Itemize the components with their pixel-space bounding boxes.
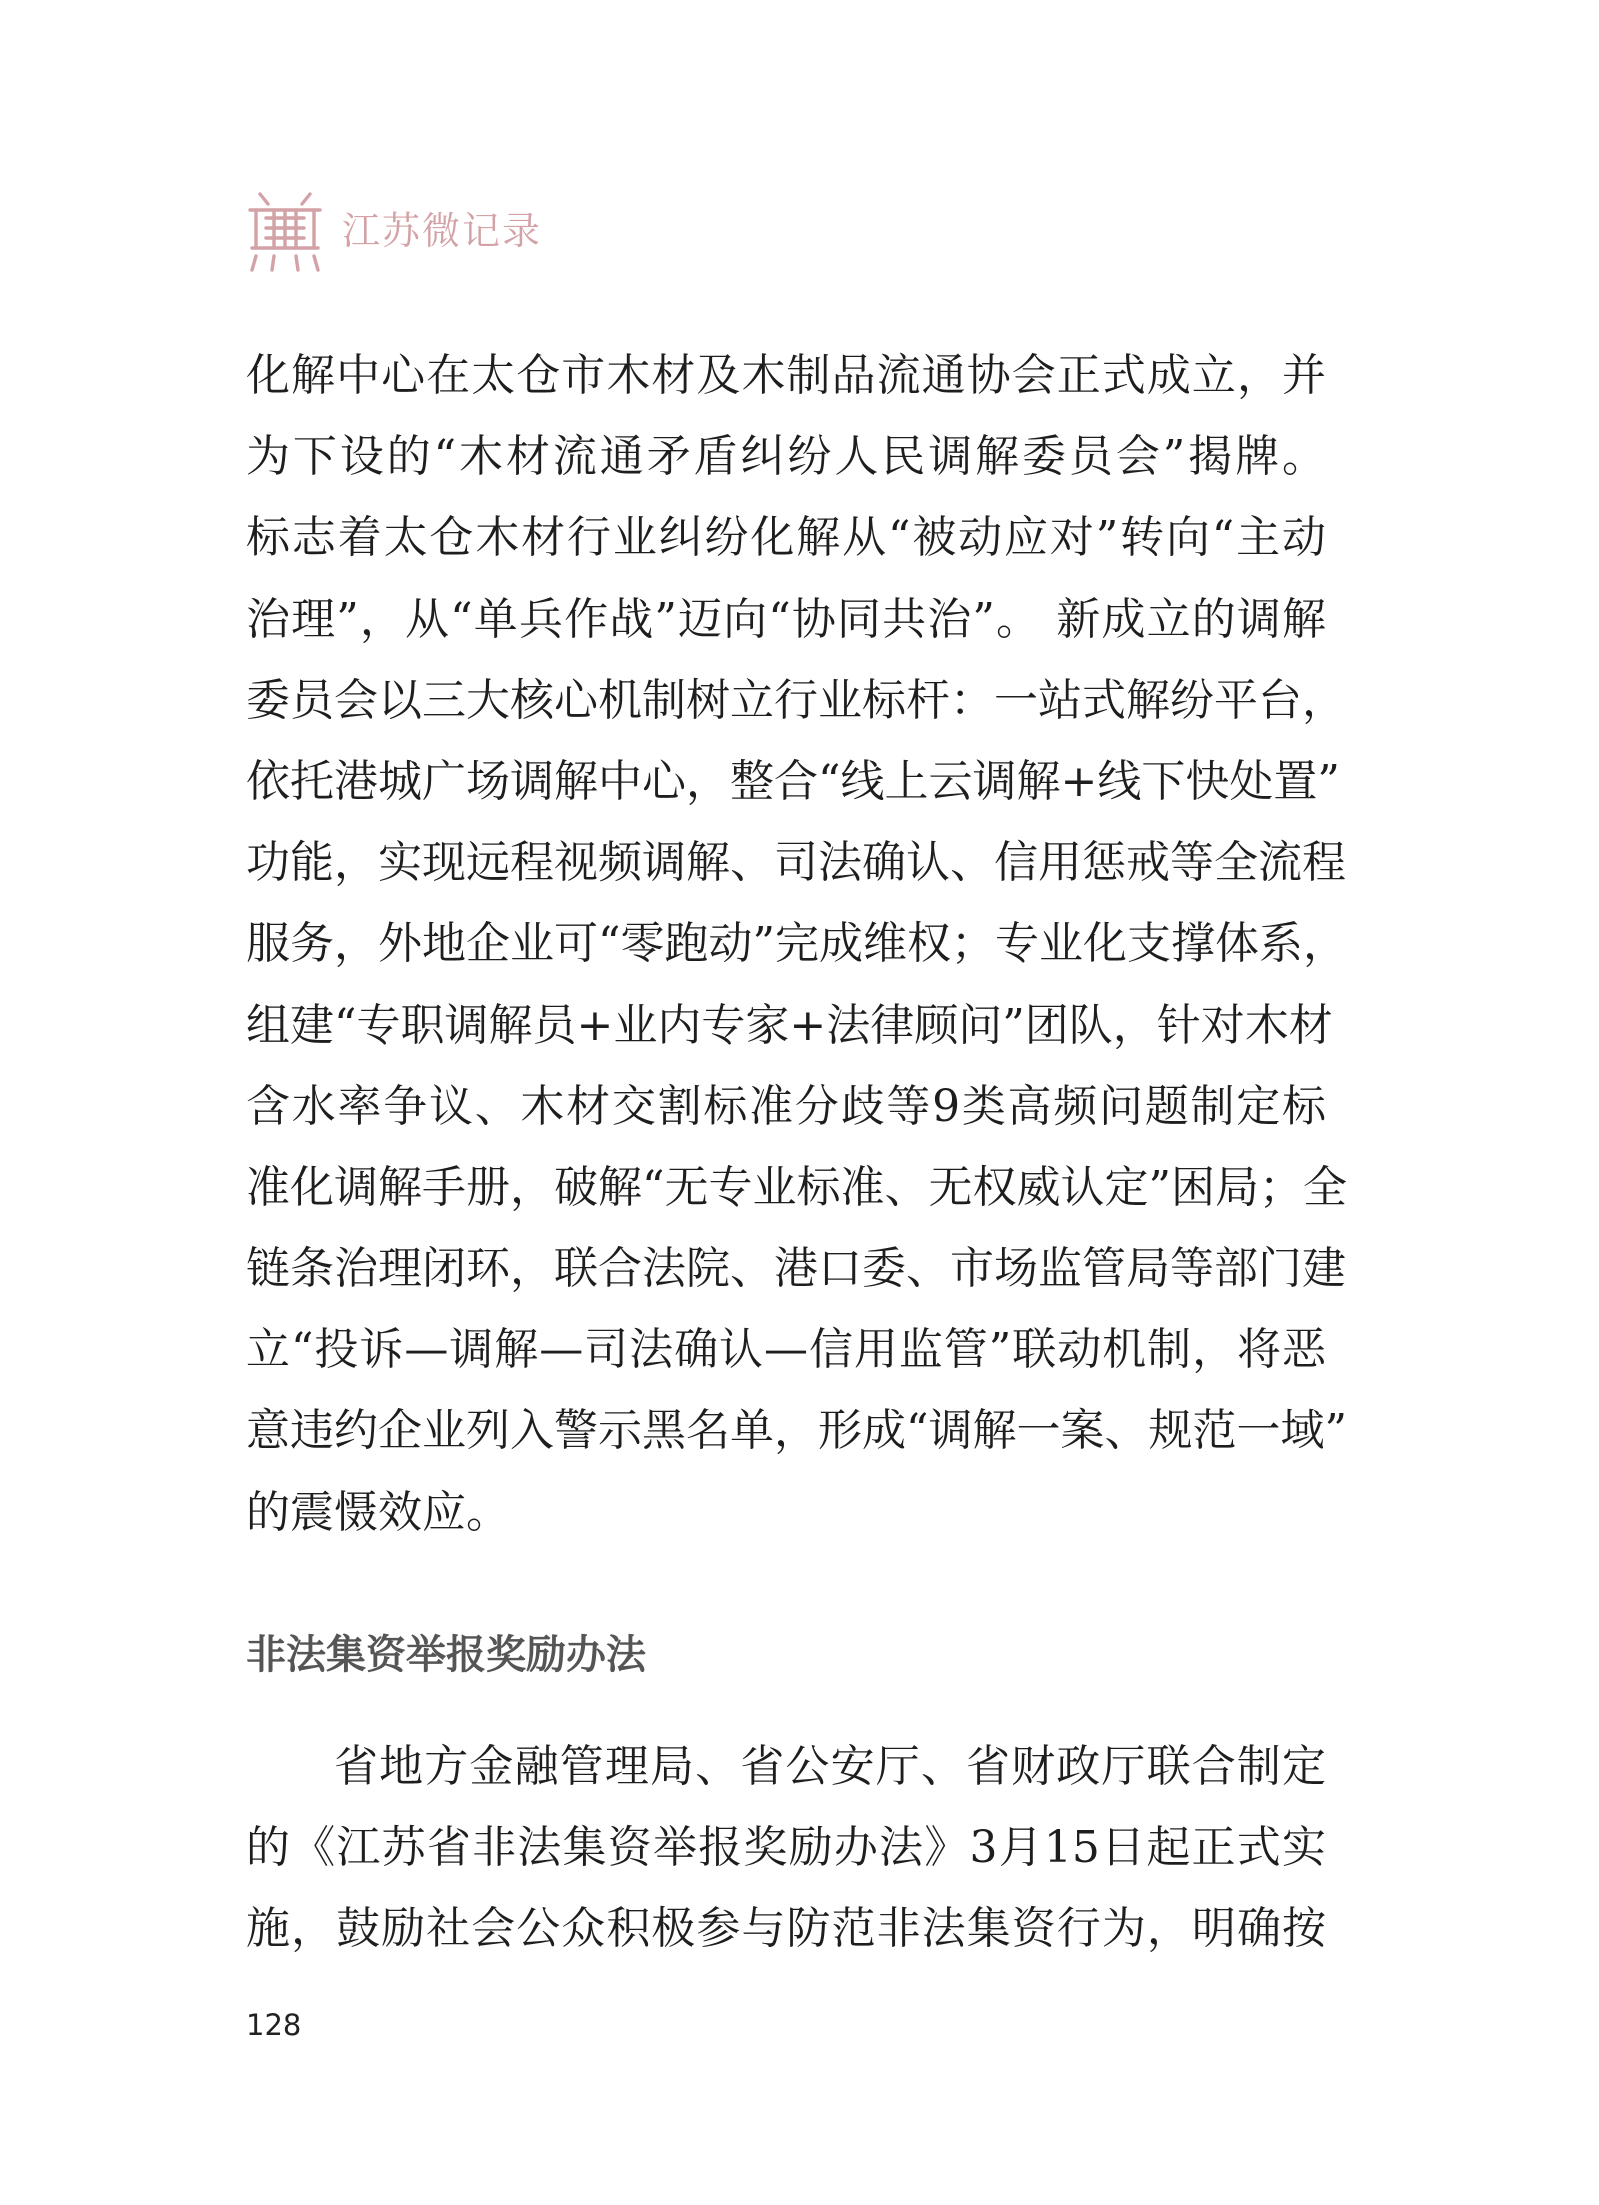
text-line: 化解中心在太仓市木材及木制品流通协会正式成立，并 — [246, 350, 1326, 401]
jiangsu-logo-icon — [246, 186, 324, 276]
section-heading: 非法集资举报奖励办法 — [246, 1631, 646, 1678]
header-brand-title: 江苏微记录 — [342, 208, 543, 253]
text-line: 意违约企业列入警示黑名单，形成“调解一案、规范一域” — [246, 1405, 1347, 1457]
text-line: 标志着太仓木材行业纠纷化解从“被动应对”转向“主动 — [246, 512, 1326, 564]
text-line: 施，鼓励社会公众积极参与防范非法集资行为，明确按 — [246, 1903, 1326, 1955]
text-line: 功能，实现远程视频调解、司法确认、信用惩戒等全流程 — [246, 837, 1346, 889]
text-line: 准化调解手册，破解“无专业标准、无权威认定”困局；全 — [246, 1161, 1347, 1213]
page-header — [246, 186, 542, 276]
paragraph-reporting-rewards — [246, 1726, 1326, 1970]
paragraph-mediation-center — [246, 335, 1347, 1553]
text-line: 立“投诉—调解—司法确认—信用监管”联动机制，将恶 — [246, 1324, 1326, 1376]
text-line: 依托港城广场调解中心，整合“线上云调解+线下快处置” — [246, 755, 1340, 807]
text-line: 治理”，从“单兵作战”迈向“协同共治”。 新成立的调解 — [246, 593, 1326, 645]
text-line: 链条治理闭环，联合法院、港口委、市场监管局等部门建 — [246, 1243, 1346, 1295]
text-line: 委员会以三大核心机制树立行业标杆：一站式解纷平台， — [246, 674, 1346, 726]
page-content — [246, 335, 1347, 1969]
text-line: 为下设的“木材流通矛盾纠纷人民调解委员会”揭牌。 — [246, 431, 1326, 483]
text-line: 的震慑效应。 — [246, 1486, 510, 1538]
text-line: 组建“专职调解员+业内专家+法律顾问”团队，针对木材 — [246, 999, 1333, 1051]
page-number: 128 — [246, 2008, 302, 2042]
text-line: 服务，外地企业可“零跑动”完成维权；专业化支撑体系， — [246, 918, 1347, 970]
text-line: 的《江苏省非法集资举报奖励办法》3月15日起正式实 — [246, 1822, 1326, 1873]
text-line: 含水率争议、木材交割标准分歧等9类高频问题制定标 — [246, 1080, 1326, 1132]
text-line: 省地方金融管理局、省公安厅、省财政厅联合制定 — [334, 1740, 1326, 1792]
